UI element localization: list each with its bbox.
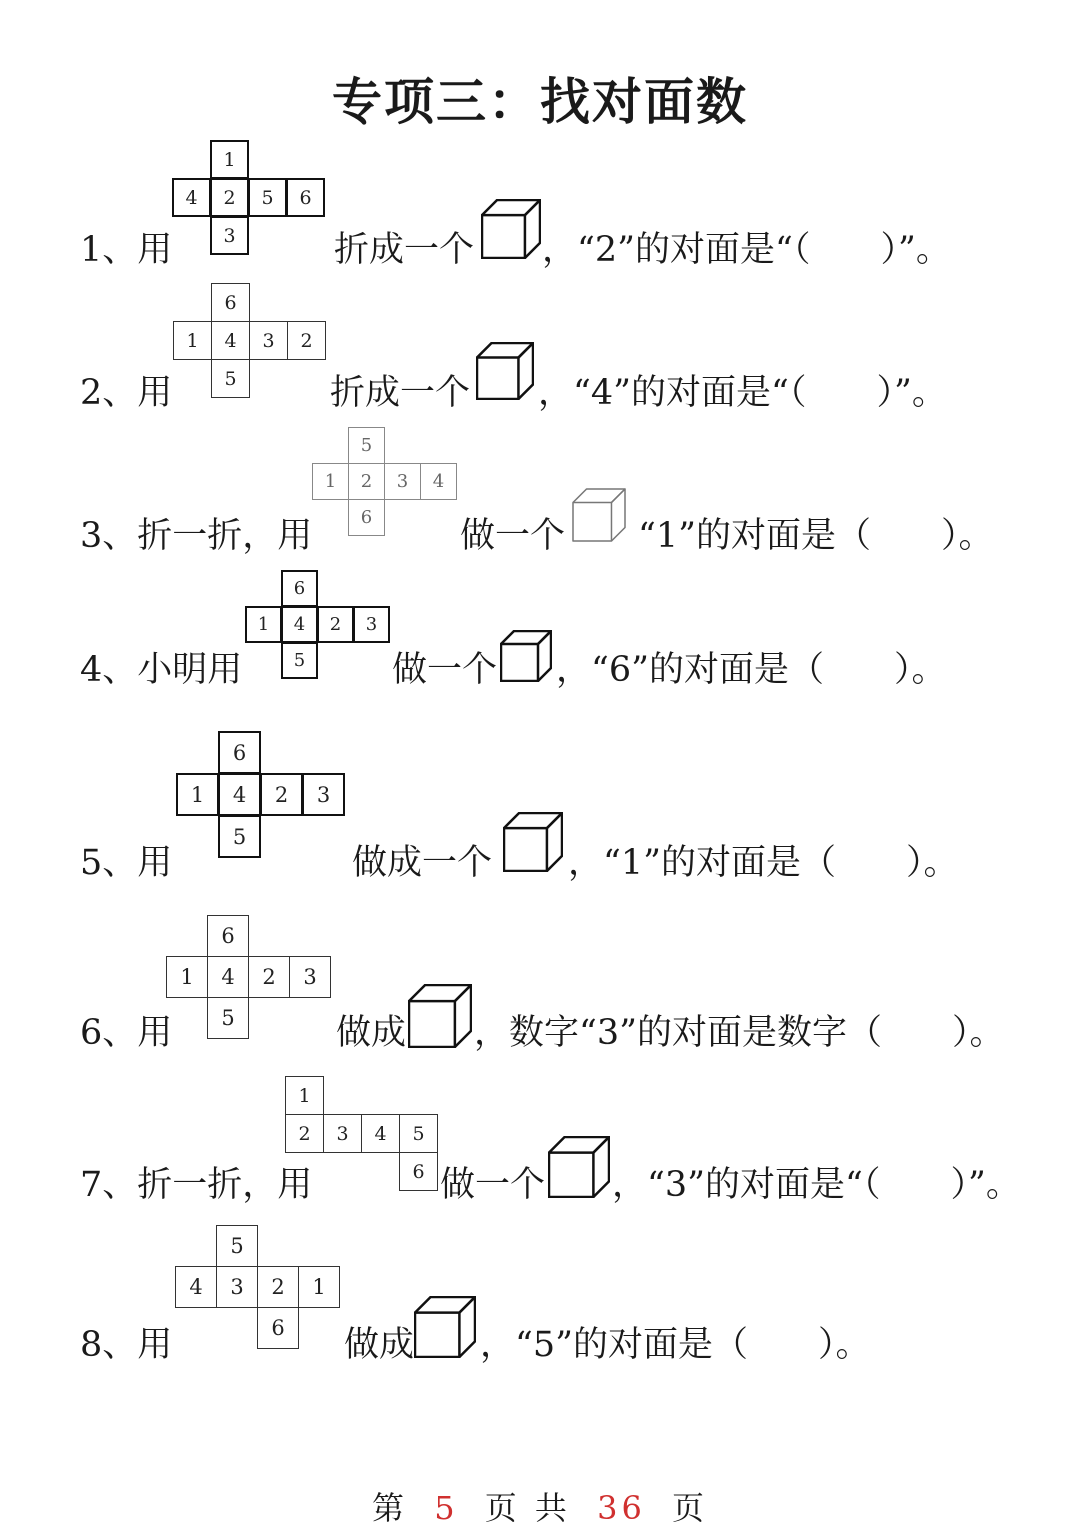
question-5-prefix: 5、用 [80, 843, 173, 883]
cube-icon [503, 812, 563, 876]
cube-net-diagram [173, 283, 325, 397]
net-face-1: 1 [245, 606, 282, 643]
question-4-suffix: ，“6”的对面是（ ）。 [556, 650, 947, 690]
net-face-6: 6 [218, 731, 261, 774]
question-6-prefix: 6、用 [80, 1013, 173, 1053]
question-7-suffix: ，“3”的对面是“（ ）”。 [612, 1165, 1021, 1205]
net-face-1: 1 [285, 1076, 324, 1115]
question-3-suffix: “1”的对面是（ ）。 [638, 516, 994, 556]
net-face-3: 3 [353, 606, 390, 643]
net-face-4: 4 [361, 1114, 400, 1153]
net-face-6: 6 [281, 570, 318, 607]
net-face-4: 4 [207, 956, 249, 998]
net-face-1: 1 [298, 1266, 340, 1308]
cube-icon [476, 342, 534, 404]
question-2-suffix: ，“4”的对面是“（ ）”。 [538, 373, 947, 413]
question-7-middle: 做一个 [440, 1165, 546, 1205]
net-face-2: 2 [248, 956, 290, 998]
net-face-3: 3 [384, 463, 421, 500]
cube-net-diagram [245, 570, 389, 678]
cube-svg [503, 812, 563, 872]
question-6-middle: 做成 [336, 1013, 407, 1053]
net-face-5: 5 [218, 815, 261, 858]
net-face-3: 3 [323, 1114, 362, 1153]
cube-icon [572, 488, 626, 546]
net-face-4: 4 [175, 1266, 217, 1308]
net-face-6: 6 [211, 283, 250, 322]
total-page-number: 36 [597, 1489, 646, 1527]
cube-icon [408, 984, 472, 1052]
question-1-prefix: 1、用 [80, 230, 173, 270]
net-face-6: 6 [257, 1307, 299, 1349]
net-face-2: 2 [257, 1266, 299, 1308]
cube-icon [414, 1296, 476, 1362]
net-face-3: 3 [216, 1266, 258, 1308]
cube-net-diagram [176, 731, 344, 857]
footer-suffix: 页 [671, 1489, 708, 1527]
question-8-prefix: 8、用 [80, 1325, 173, 1365]
cube-net-diagram [285, 1076, 437, 1190]
question-1-middle: 折成一个 [334, 230, 475, 270]
cube-icon [548, 1136, 610, 1202]
net-face-5: 5 [211, 359, 250, 398]
question-4-prefix: 4、小明用 [80, 650, 243, 690]
net-face-2: 2 [348, 463, 385, 500]
question-2-middle: 折成一个 [330, 373, 471, 413]
net-face-3: 3 [289, 956, 331, 998]
question-8-suffix: ，“5”的对面是（ ）。 [480, 1325, 871, 1365]
net-face-4: 4 [172, 178, 211, 217]
net-face-4: 4 [218, 773, 261, 816]
net-face-6: 6 [286, 178, 325, 217]
question-2-prefix: 2、用 [80, 373, 173, 413]
footer-prefix: 第 [372, 1489, 409, 1527]
cube-svg [572, 488, 626, 542]
net-face-1: 1 [210, 140, 249, 179]
net-face-5: 5 [281, 642, 318, 679]
net-face-5: 5 [248, 178, 287, 217]
cube-net-diagram [172, 140, 324, 254]
net-face-5: 5 [399, 1114, 438, 1153]
net-face-1: 1 [166, 956, 208, 998]
question-5-suffix: ，“1”的对面是（ ）。 [568, 843, 959, 883]
question-1-suffix: ，“2”的对面是“（ ）”。 [542, 230, 951, 270]
net-face-2: 2 [210, 178, 249, 217]
cube-svg [548, 1136, 610, 1198]
question-3-middle: 做一个 [460, 516, 566, 556]
net-face-4: 4 [211, 321, 250, 360]
net-face-6: 6 [348, 499, 385, 536]
net-face-3: 3 [249, 321, 288, 360]
net-face-5: 5 [216, 1225, 258, 1267]
net-face-2: 2 [260, 773, 303, 816]
footer-middle: 页 共 [484, 1489, 571, 1527]
cube-net-diagram [166, 915, 330, 1038]
net-face-3: 3 [302, 773, 345, 816]
net-face-3: 3 [210, 216, 249, 255]
net-face-2: 2 [285, 1114, 324, 1153]
question-8-middle: 做成 [344, 1325, 415, 1365]
question-3-prefix: 3、折一折，用 [80, 516, 313, 556]
net-face-1: 1 [176, 773, 219, 816]
question-5-middle: 做成一个 [352, 843, 493, 883]
cube-net-diagram [312, 427, 456, 535]
net-face-6: 6 [207, 915, 249, 957]
net-face-2: 2 [287, 321, 326, 360]
cube-net-diagram [175, 1225, 339, 1348]
net-face-6: 6 [399, 1152, 438, 1191]
cube-svg [414, 1296, 476, 1358]
question-6-suffix: ，数字“3”的对面是数字（ ）。 [474, 1013, 1005, 1053]
question-7-prefix: 7、折一折，用 [80, 1165, 313, 1205]
net-face-4: 4 [281, 606, 318, 643]
cube-svg [408, 984, 472, 1048]
net-face-1: 1 [173, 321, 212, 360]
net-face-1: 1 [312, 463, 349, 500]
worksheet-title: 专项三：找对面数 [332, 73, 748, 131]
net-face-5: 5 [207, 997, 249, 1039]
cube-icon [500, 630, 552, 686]
question-4-middle: 做一个 [392, 650, 498, 690]
current-page-number: 5 [434, 1489, 459, 1527]
cube-svg [476, 342, 534, 400]
net-face-5: 5 [348, 427, 385, 464]
net-face-2: 2 [317, 606, 354, 643]
cube-svg [481, 199, 541, 259]
cube-svg [500, 630, 552, 682]
cube-icon [481, 199, 541, 263]
net-face-4: 4 [420, 463, 457, 500]
page-footer [0, 1483, 1080, 1529]
